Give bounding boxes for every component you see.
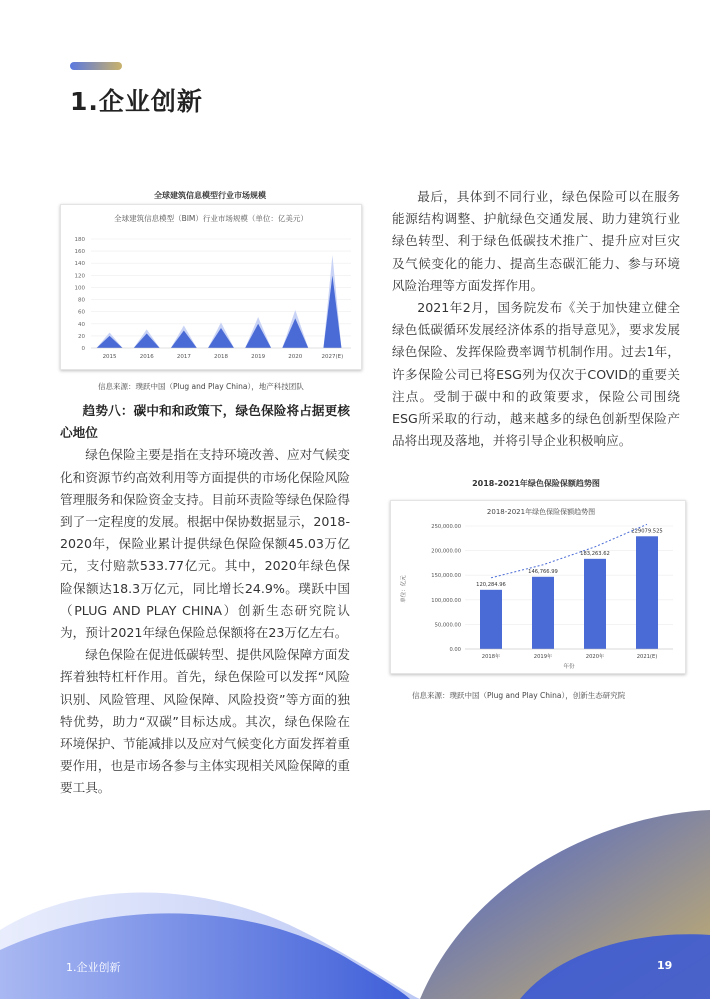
figure2-svg [391,501,685,673]
figure1-ytick-label: 20 [78,333,85,340]
figure2-ytick-label: 150,000.00 [431,573,461,580]
figure1-area-mark [97,336,123,348]
right-paragraph-1: 最后，具体到不同行业，绿色保险可以在服务能源结构调整、护航绿色交通发展、助力建筑行业绿色转型、利于绿色低碳技术推广、提升应对巨灾及气候变化的能力、提高生态碳汇能力、参与环境风险治理等方面发挥作用。 [392,189,680,293]
figure2-value-label: 183,263.62 [580,550,610,557]
figure1-ytick-label: 0 [81,346,85,352]
figure2-chart [390,500,686,674]
figure1-ytick-label: 140 [74,261,85,268]
figure2-ytick-label: 50,000.00 [434,622,461,629]
figure2-trendline [491,524,647,578]
figure2-chart-title: 2018-2021年绿色保险保额趋势图 [486,508,596,516]
figure2-ytick-label: 0.00 [449,647,461,653]
figure1-xtick-label: 2017 [176,354,191,360]
figure1-area-mark [282,318,308,348]
left-column [60,400,350,800]
figure1-ytick-label: 120 [74,273,85,280]
figure1-xtick-label: 2018 [214,354,228,360]
section-heading: 趋势八：碳中和和政策下，绿色保险将占据更核心地位 [60,403,350,441]
figure1-source: 信息来源：璞跃中国（Plug and Play China），地产科技团队 [98,382,304,391]
figure1-caption: 全球建筑信息模型行业市场规模 [154,191,266,200]
figure1-svg [61,205,361,369]
figure1-xtick-label: 2019 [251,354,266,360]
figure1-area-mark [171,330,197,348]
footer-section-label: 1.企业创新 [66,961,121,974]
figure1-xtick-label: 2027(E) [321,354,344,360]
figure2-caption: 2018-2021年绿色保险保额趋势图 [472,479,600,488]
figure2-bar [584,559,606,649]
figure2-bar [636,536,658,649]
title-accent-bar [70,62,122,70]
figure2-ytick-label: 100,000.00 [431,597,461,604]
figure2-bar [532,577,554,649]
figure2-value-label: 229079.525 [631,528,663,535]
figure1-chart [60,204,362,370]
figure2-xtick-label: 2019年 [533,654,553,660]
figure1-xtick-label: 2016 [139,354,154,360]
figure1-ytick-label: 100 [74,285,85,292]
figure1-ytick-label: 80 [78,297,85,304]
page-title: 1.企业创新 [70,87,203,116]
right-paragraph-2: 2021年2月，国务院发布《关于加快建立健全绿色低碳循环发展经济体系的指导意见》，要求发展绿色保险、发挥保险费率调节机制作用。过去1年，许多保险公司已将ESG列为仅次于COVID的重要关注点。受制于碳中和的政策要求，保险公司围绕ESG所采取的行动，越来越多的绿色创新型保险产品将出现及落地，并将引导企业积极响应。 [392,300,680,449]
figure2-bar [480,590,502,649]
figure1-ytick-label: 180 [74,237,85,243]
page-number: 19 [657,959,673,972]
left-paragraph-1: 绿色保险主要是指在支持环境改善、应对气候变化和资源节约高效利用等方面提供的市场化保险风险管理服务和保险资金支持。目前环责险等绿色保险得到了一定程度的发展。根据中保协数据显示，2018-2020年，保险业累计提供绿色保险保额45.03万亿元，支付赔款533.77亿元。其中，2020年绿色保险保额达18.3万亿元，同比增长24.9%。璞跃中国（PLUG AND PLAY CHINA）创新生态研究院认为，预计2021年绿色保险总保额将在23万亿左右。 [60,447,350,641]
right-column [392,186,680,452]
left-paragraph-2: 绿色保险在促进低碳转型、提供风险保障方面发挥着独特杠杆作用。首先，绿色保险可以发挥“风险识别、风险管理、风险保障、风险投资”等方面的独特优势，助力“双碳”目标达成。其次，绿色保险在环境保护、节能减排以及应对气候变化方面发挥着重要作用，也是市场各参与主体实现相关风险保障的重要工具。 [60,647,350,796]
figure1-xtick-label: 2015 [102,354,117,360]
figure1-chart-title: 全球建筑信息模型（BIM）行业市场规模（单位：亿美元） [114,214,308,223]
figure2-xtick-label: 2021(E) [636,654,658,660]
figure1-area-mark [208,328,234,348]
figure2-ylabel: 单位：亿元 [401,575,407,603]
figure2-xtick-label: 2020年 [585,654,605,660]
figure2-xlabel: 年份 [563,664,575,670]
figure2-source: 信息来源：璞跃中国（Plug and Play China），创新生态研究院 [412,691,626,700]
figure2-ytick-label: 200,000.00 [431,548,461,555]
figure1-xtick-label: 2020 [288,354,303,360]
figure1-ytick-label: 40 [78,321,85,328]
figure2-value-label: 146,766.99 [528,568,558,575]
figure2-value-label: 120,284.96 [476,581,506,588]
figure2-xtick-label: 2018年 [481,654,501,660]
figure1-ytick-label: 60 [78,309,85,316]
figure2-ytick-label: 250,000.00 [431,524,461,530]
figure1-ytick-label: 160 [74,249,85,256]
